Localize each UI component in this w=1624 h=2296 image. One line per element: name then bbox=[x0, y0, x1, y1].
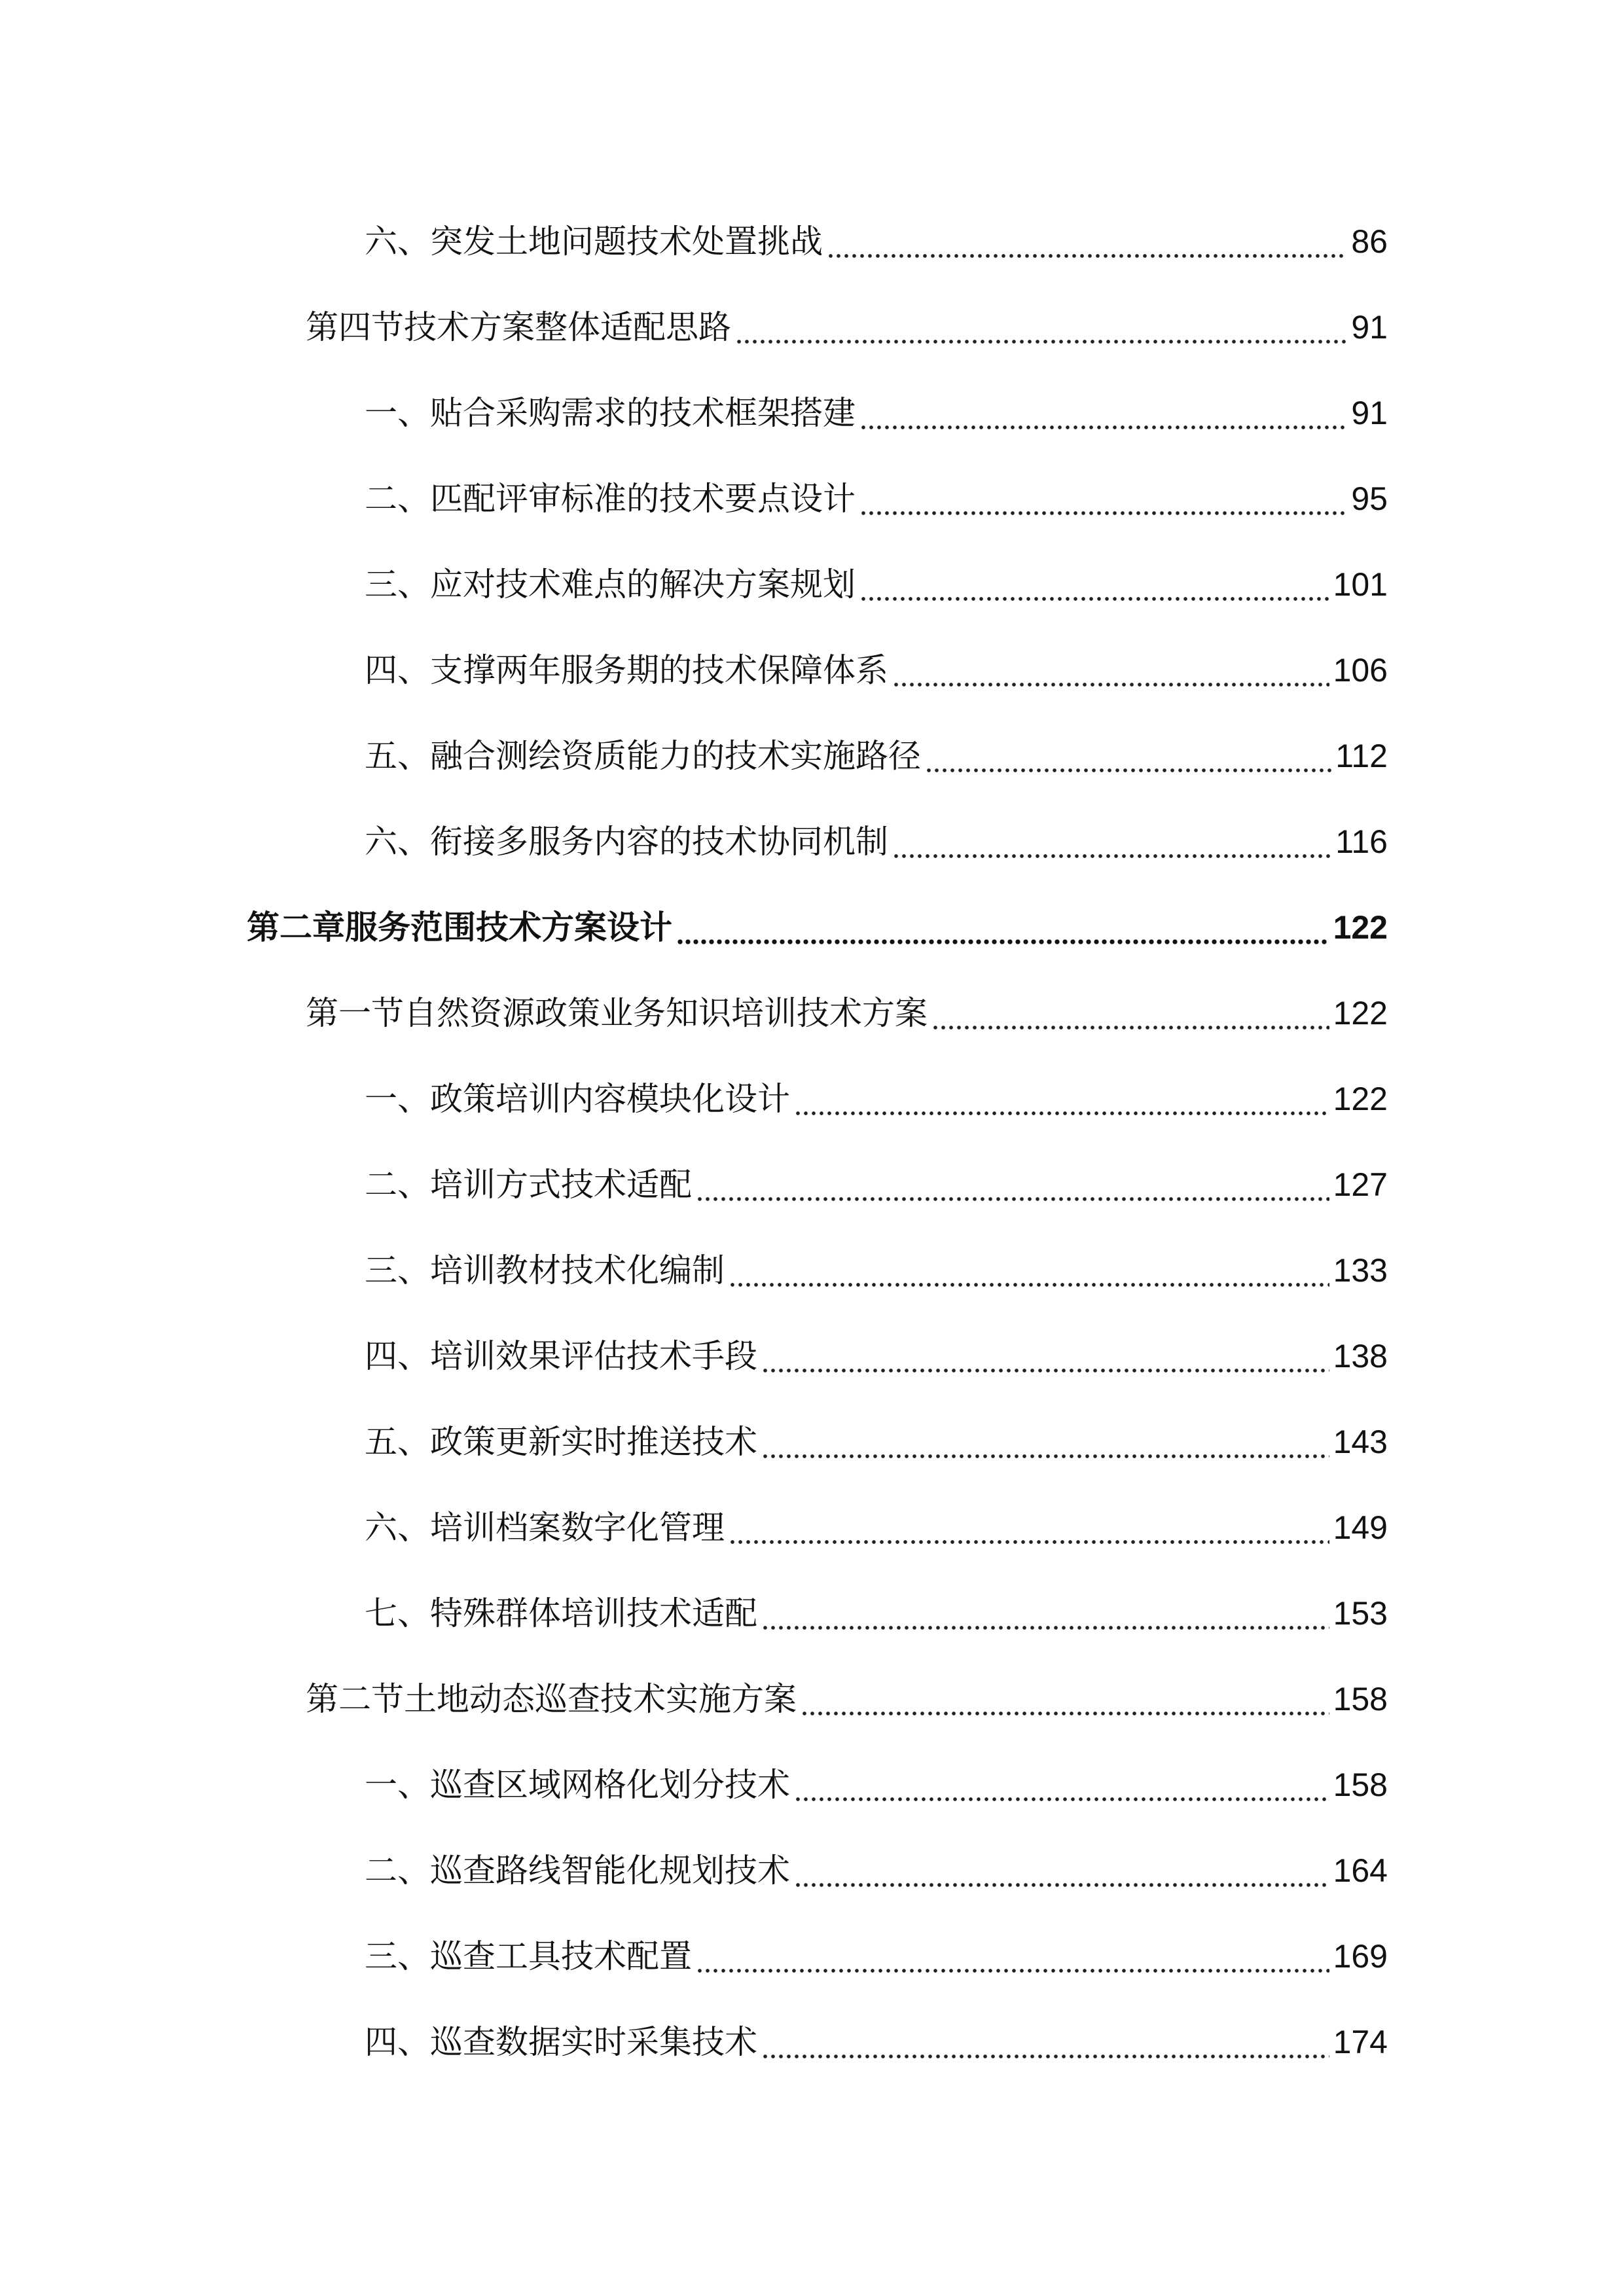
toc-entry-title: 四、巡查数据实时采集技术 bbox=[365, 2022, 757, 2061]
toc-entry-page: 138 bbox=[1333, 1337, 1388, 1374]
leader-dots bbox=[761, 1336, 1329, 1376]
toc-subsection-entry[interactable] bbox=[0, 1827, 1624, 1913]
leader-dots bbox=[859, 479, 1347, 518]
toc-subsection-entry[interactable] bbox=[0, 198, 1624, 284]
toc-entry-title: 二、巡查路线智能化规划技术 bbox=[365, 1851, 790, 1890]
toc-entry-page: 164 bbox=[1333, 1852, 1388, 1889]
toc-entry-title: 三、培训教材技术化编制 bbox=[365, 1251, 725, 1289]
toc-subsection-entry[interactable] bbox=[0, 1484, 1624, 1570]
toc-entry-line bbox=[306, 308, 1388, 347]
toc-entry-line bbox=[365, 393, 1388, 433]
toc-entry-page: 95 bbox=[1351, 480, 1388, 517]
leader-dots bbox=[794, 1851, 1329, 1890]
leader-dots bbox=[827, 222, 1347, 261]
leader-dots bbox=[729, 1508, 1329, 1547]
toc-entry-page: 143 bbox=[1333, 1423, 1388, 1460]
leader-dots bbox=[931, 994, 1329, 1033]
leader-dots bbox=[801, 1679, 1329, 1719]
toc-subsection-entry[interactable] bbox=[0, 456, 1624, 541]
leader-dots bbox=[696, 1165, 1329, 1204]
leader-dots bbox=[735, 308, 1347, 347]
toc-entry-page: 122 bbox=[1333, 1080, 1388, 1117]
toc-entry-line bbox=[365, 1251, 1388, 1290]
toc-entry-title: 六、突发土地问题技术处置挑战 bbox=[365, 222, 823, 260]
toc-entry-page: 169 bbox=[1333, 1937, 1388, 1975]
toc-entry-page: 91 bbox=[1351, 308, 1388, 346]
toc-entry-title: 七、特殊群体培训技术适配 bbox=[365, 1594, 757, 1632]
leader-dots bbox=[794, 1765, 1329, 1804]
leader-dots bbox=[859, 393, 1347, 433]
toc-entry-title: 五、融合测绘资质能力的技术实施路径 bbox=[365, 736, 921, 775]
toc-subsection-entry[interactable] bbox=[0, 541, 1624, 627]
toc-entry-title: 六、培训档案数字化管理 bbox=[365, 1508, 725, 1547]
toc-subsection-entry[interactable] bbox=[0, 1913, 1624, 1999]
toc-subsection-entry[interactable] bbox=[0, 370, 1624, 456]
leader-dots bbox=[761, 2022, 1329, 2062]
toc-entry-line bbox=[365, 1594, 1388, 1633]
toc-subsection-entry[interactable] bbox=[0, 1570, 1624, 1656]
toc-entry-title: 一、巡查区域网格化划分技术 bbox=[365, 1765, 790, 1804]
table-of-contents bbox=[0, 198, 1624, 2085]
toc-entry-page: 149 bbox=[1333, 1509, 1388, 1546]
toc-entry-title: 第四节技术方案整体适配思路 bbox=[306, 308, 731, 346]
leader-dots bbox=[761, 1422, 1329, 1462]
toc-entry-title: 六、衔接多服务内容的技术协同机制 bbox=[365, 822, 888, 861]
toc-entry-page: 116 bbox=[1335, 823, 1388, 860]
toc-entry-page: 91 bbox=[1351, 394, 1388, 431]
leader-dots bbox=[925, 736, 1331, 776]
toc-entry-line bbox=[306, 994, 1388, 1033]
toc-entry-line bbox=[365, 822, 1388, 861]
toc-entry-line bbox=[365, 1508, 1388, 1547]
toc-entry-page: 106 bbox=[1333, 651, 1388, 689]
leader-dots bbox=[859, 565, 1329, 604]
leader-dots bbox=[761, 1594, 1329, 1633]
toc-entry-line bbox=[365, 1851, 1388, 1890]
toc-entry-line bbox=[365, 1422, 1388, 1462]
toc-entry-line bbox=[365, 1336, 1388, 1376]
leader-dots bbox=[794, 1079, 1329, 1119]
toc-subsection-entry[interactable] bbox=[0, 798, 1624, 884]
toc-entry-title: 一、政策培训内容模块化设计 bbox=[365, 1079, 790, 1118]
toc-section-entry[interactable] bbox=[0, 1656, 1624, 1742]
toc-entry-line bbox=[306, 1679, 1388, 1719]
toc-entry-page: 127 bbox=[1333, 1166, 1388, 1203]
toc-entry-line bbox=[365, 1079, 1388, 1119]
toc-entry-page: 153 bbox=[1333, 1594, 1388, 1632]
toc-subsection-entry[interactable] bbox=[0, 1399, 1624, 1484]
toc-entry-page: 112 bbox=[1335, 737, 1388, 774]
toc-subsection-entry[interactable] bbox=[0, 1999, 1624, 2085]
toc-entry-page: 86 bbox=[1351, 223, 1388, 260]
toc-entry-line bbox=[365, 1765, 1388, 1804]
toc-entry-title: 一、贴合采购需求的技术框架搭建 bbox=[365, 393, 856, 432]
toc-subsection-entry[interactable] bbox=[0, 1056, 1624, 1141]
toc-entry-title: 二、匹配评审标准的技术要点设计 bbox=[365, 479, 856, 518]
toc-subsection-entry[interactable] bbox=[0, 713, 1624, 798]
toc-entry-line bbox=[365, 565, 1388, 604]
toc-subsection-entry[interactable] bbox=[0, 1227, 1624, 1313]
toc-entry-title: 三、巡查工具技术配置 bbox=[365, 1937, 692, 1975]
toc-entry-line bbox=[365, 736, 1388, 776]
toc-section-entry[interactable] bbox=[0, 970, 1624, 1056]
toc-entry-page: 174 bbox=[1333, 2023, 1388, 2060]
leader-dots bbox=[892, 822, 1331, 861]
toc-entry-page: 158 bbox=[1333, 1766, 1388, 1803]
toc-entry-title: 三、应对技术难点的解决方案规划 bbox=[365, 565, 856, 603]
toc-section-entry[interactable] bbox=[0, 284, 1624, 370]
toc-entry-page: 101 bbox=[1333, 565, 1388, 603]
toc-subsection-entry[interactable] bbox=[0, 627, 1624, 713]
toc-entry-title: 第二节土地动态巡查技术实施方案 bbox=[306, 1679, 797, 1718]
toc-entry-title: 五、政策更新实时推送技术 bbox=[365, 1422, 757, 1461]
leader-dots bbox=[696, 1937, 1329, 1976]
toc-entry-line bbox=[365, 479, 1388, 518]
toc-entry-title: 第二章服务范围技术方案设计 bbox=[247, 908, 672, 946]
toc-entry-title: 二、培训方式技术适配 bbox=[365, 1165, 692, 1204]
toc-subsection-entry[interactable] bbox=[0, 1313, 1624, 1399]
toc-entry-page: 133 bbox=[1333, 1251, 1388, 1289]
toc-entry-line bbox=[365, 651, 1388, 690]
toc-entry-line bbox=[365, 222, 1388, 261]
leader-dots bbox=[729, 1251, 1329, 1290]
toc-entry-page: 122 bbox=[1333, 994, 1388, 1031]
toc-entry-page: 122 bbox=[1333, 908, 1388, 946]
toc-subsection-entry[interactable] bbox=[0, 1141, 1624, 1227]
toc-entry-line bbox=[365, 2022, 1388, 2062]
toc-entry-line bbox=[365, 1165, 1388, 1204]
leader-dots bbox=[676, 908, 1329, 947]
toc-subsection-entry[interactable] bbox=[0, 1742, 1624, 1827]
toc-entry-title: 第一节自然资源政策业务知识培训技术方案 bbox=[306, 994, 928, 1032]
toc-entry-title: 四、支撑两年服务期的技术保障体系 bbox=[365, 651, 888, 689]
toc-entry-page: 158 bbox=[1333, 1680, 1388, 1717]
leader-dots bbox=[892, 651, 1329, 690]
toc-entry-line bbox=[365, 1937, 1388, 1976]
toc-entry-title: 四、培训效果评估技术手段 bbox=[365, 1336, 757, 1375]
toc-chapter-entry[interactable] bbox=[0, 884, 1624, 970]
toc-entry-line bbox=[247, 908, 1388, 947]
